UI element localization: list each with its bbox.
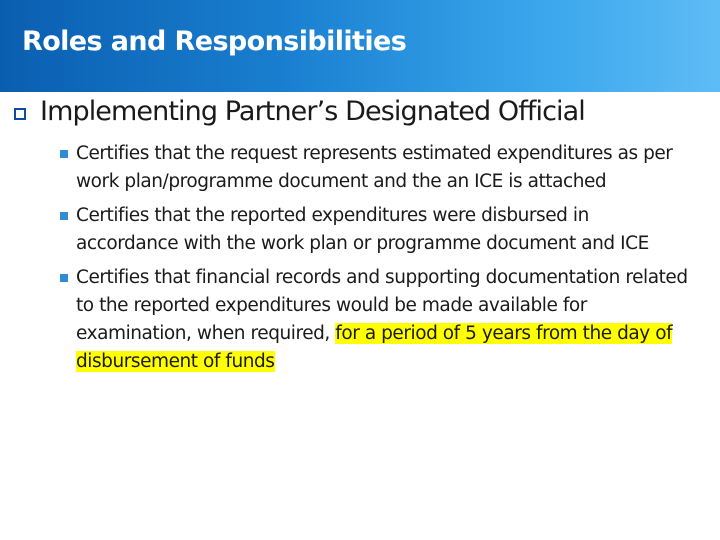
heading-row bbox=[14, 96, 585, 127]
title-bar bbox=[0, 0, 720, 92]
highlighted-text: for a period of 5 years from the day of disbursement of funds bbox=[76, 323, 673, 372]
bullet-list bbox=[60, 140, 695, 382]
bullet-text: Certifies that the request represents estimated expenditures as per work plan/programme document and the an ICE is attached bbox=[76, 143, 673, 192]
list-item bbox=[60, 264, 695, 376]
square-bullet-icon bbox=[60, 212, 68, 220]
checkbox-icon bbox=[14, 108, 26, 120]
square-bullet-icon bbox=[60, 150, 68, 158]
list-item bbox=[60, 140, 695, 196]
list-item bbox=[60, 202, 695, 258]
square-bullet-icon bbox=[60, 274, 68, 282]
section-heading: Implementing Partner’s Designated Official bbox=[40, 96, 585, 127]
bullet-text: Certifies that financial records and supporting documentation related to the reported expenditures would be made available for examination, when required, bbox=[76, 267, 688, 344]
slide-title: Roles and Responsibilities bbox=[22, 26, 407, 57]
bullet-text: Certifies that the reported expenditures were disbursed in accordance with the work plan or programme document and ICE bbox=[76, 205, 649, 254]
